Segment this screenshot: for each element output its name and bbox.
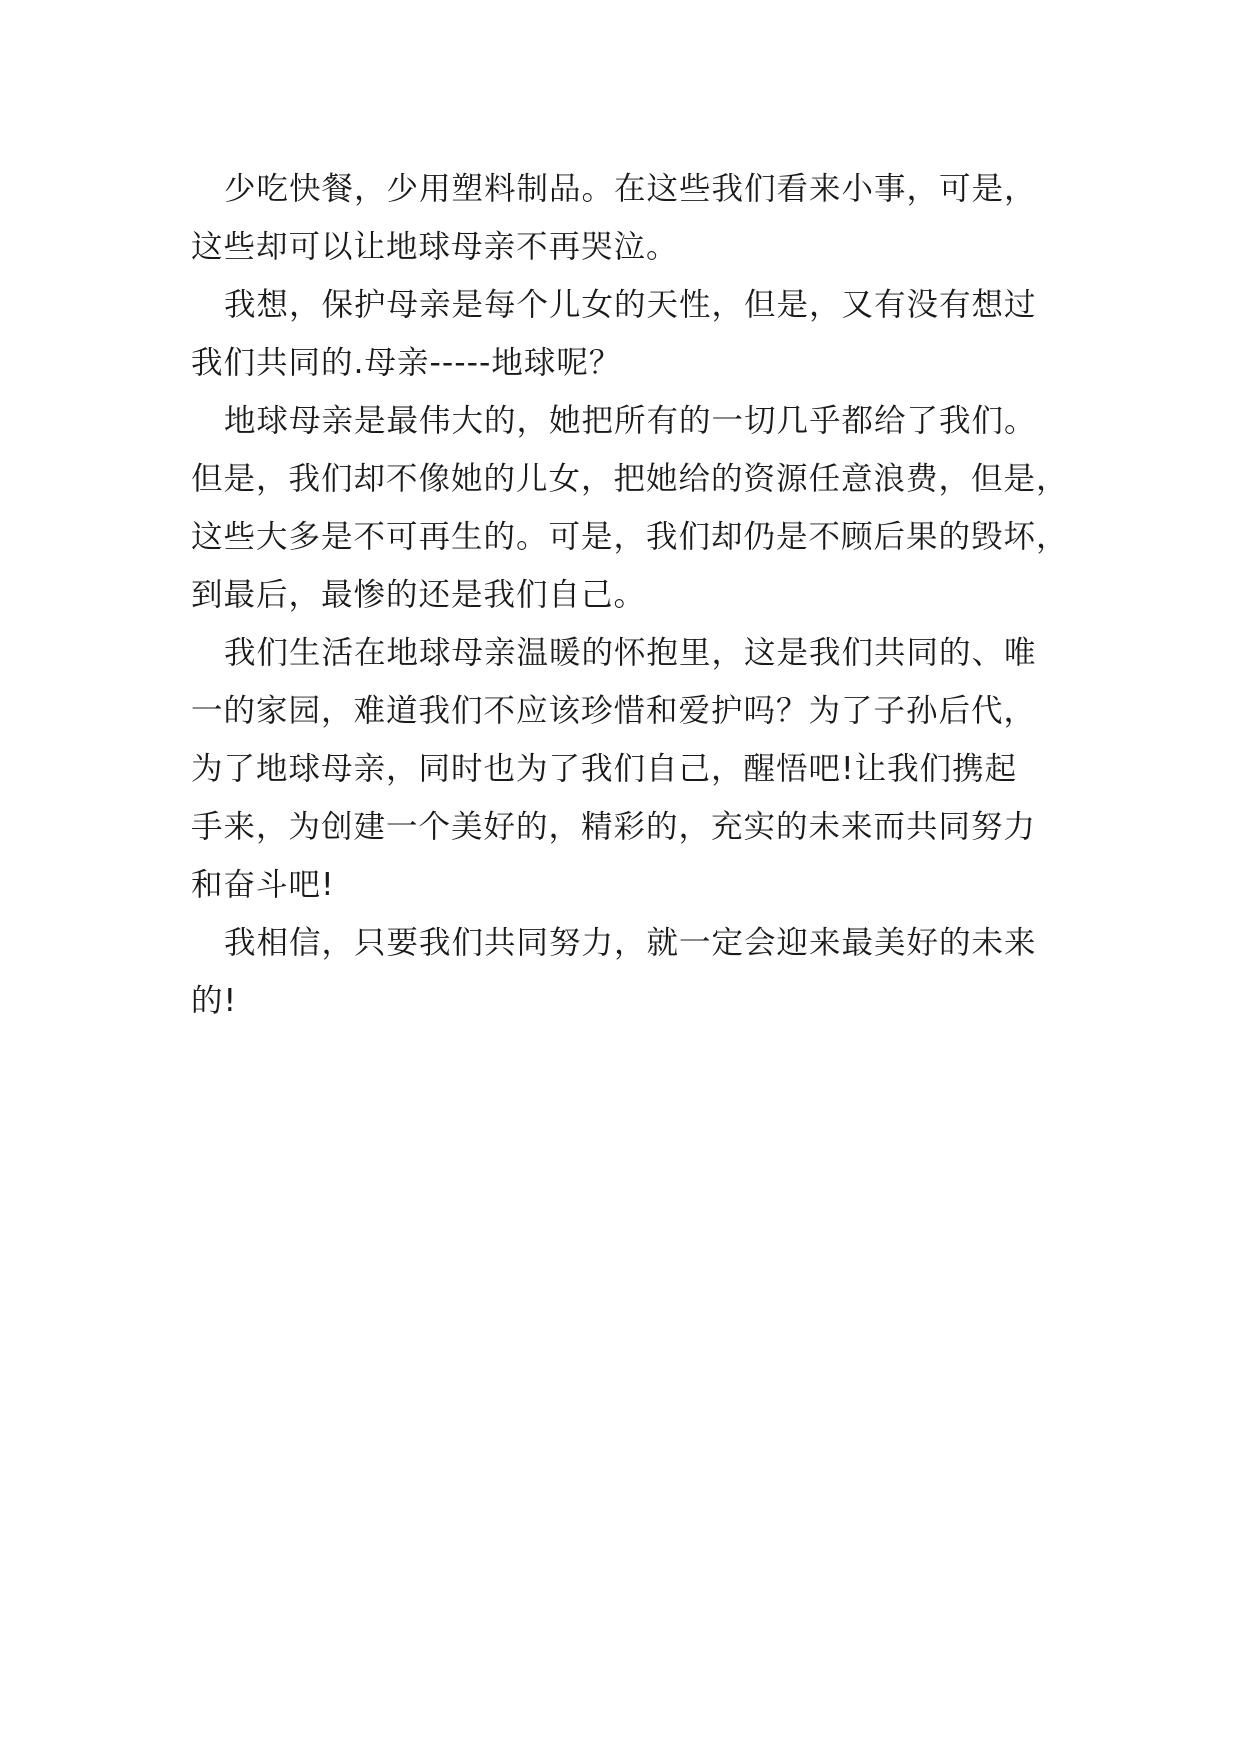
text-line: 少吃快餐，少用塑料制品。在这些我们看来小事，可是，	[224, 171, 1037, 207]
text-line: 我相信，只要我们共同努力，就一定会迎来最美好的未来	[224, 925, 1037, 961]
text-line: 地球母亲是最伟大的，她把所有的一切几乎都给了我们。	[224, 403, 1037, 439]
paragraph-4	[191, 624, 1071, 914]
essay-body	[191, 160, 1071, 1030]
text-line: 但是，我们却不像她的儿女，把她给的资源任意浪费，但是，	[191, 461, 1069, 497]
text-line: 的!	[191, 983, 238, 1019]
paragraph-2	[191, 276, 1071, 392]
text-line: 我们生活在地球母亲温暖的怀抱里，这是我们共同的、唯	[224, 635, 1037, 671]
text-line: 这些却可以让地球母亲不再哭泣。	[191, 229, 679, 265]
text-line: 这些大多是不可再生的。可是，我们却仍是不顾后果的毁坏，	[191, 519, 1069, 555]
paragraph-1	[191, 160, 1071, 276]
text-line: 手来，为创建一个美好的，精彩的，充实的未来而共同努力	[191, 809, 1037, 845]
text-line: 我们共同的.母亲-----地球呢？	[191, 345, 622, 381]
text-line: 我想，保护母亲是每个儿女的天性，但是，又有没有想过	[224, 287, 1037, 323]
paragraph-5	[191, 914, 1071, 1030]
text-line: 一的家园，难道我们不应该珍惜和爱护吗？为了子孙后代，	[191, 693, 1037, 729]
text-line: 和奋斗吧!	[191, 867, 335, 903]
text-line: 到最后，最惨的还是我们自己。	[191, 577, 647, 613]
paragraph-3	[191, 392, 1071, 624]
text-line: 为了地球母亲，同时也为了我们自己，醒悟吧!让我们携起	[191, 751, 1018, 787]
